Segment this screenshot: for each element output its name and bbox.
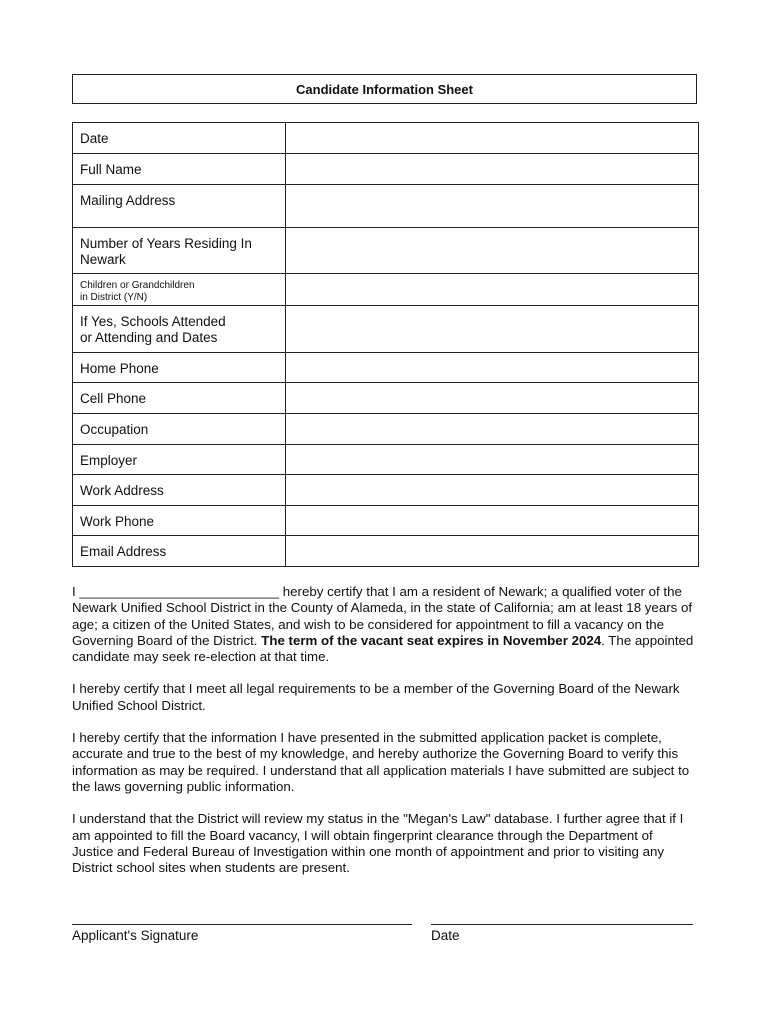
certification-paragraph-2: I hereby certify that I meet all legal requirements to be a member of the Governing Board of the Newark Unified School District.	[72, 681, 680, 713]
field-label-mailing-address: Mailing Address	[73, 185, 286, 228]
certification-p1-bold: The term of the vacant seat expires in November 2024	[261, 632, 602, 648]
table-row	[73, 383, 699, 414]
table-row	[73, 185, 699, 228]
certification-paragraph-1	[72, 584, 697, 665]
field-value-work-address[interactable]	[286, 475, 699, 506]
candidate-info-table	[72, 122, 699, 567]
table-row	[73, 123, 699, 154]
table-row	[73, 228, 699, 274]
applicant-signature-label: Applicant's Signature	[72, 928, 199, 943]
field-label-full-name: Full Name	[73, 154, 286, 185]
field-value-children-in-district[interactable]	[286, 274, 699, 306]
field-label-home-phone: Home Phone	[73, 353, 286, 383]
field-label-schools-attended: If Yes, Schools Attended or Attending and Dates	[73, 306, 286, 353]
date-signature-line[interactable]	[431, 910, 693, 925]
field-label-employer: Employer	[73, 445, 286, 475]
certification-section	[72, 584, 697, 892]
certification-paragraph-4: I understand that the District will review my status in the "Megan's Law" database. I further agree that if I am appointed to fill the Board vacancy, I will obtain fingerprint clearance through the Department of Justice and Federal Bureau of Investigation within one month of appointment and prior to visiting any District school sites when students are present.	[72, 811, 684, 876]
field-value-full-name[interactable]	[286, 154, 699, 185]
field-value-mailing-address[interactable]	[286, 185, 699, 228]
date-signature-block	[431, 910, 693, 943]
table-row	[73, 506, 699, 536]
form-title: Candidate Information Sheet	[72, 74, 697, 104]
field-label-children-in-district: Children or Grandchildren in District (Y/N)	[73, 274, 286, 306]
field-value-employer[interactable]	[286, 445, 699, 475]
field-label-years-residing: Number of Years Residing In Newark	[73, 228, 286, 274]
table-row	[73, 306, 699, 353]
field-label-work-phone: Work Phone	[73, 506, 286, 536]
field-value-years-residing[interactable]	[286, 228, 699, 274]
table-row	[73, 274, 699, 306]
field-value-schools-attended[interactable]	[286, 306, 699, 353]
field-value-work-phone[interactable]	[286, 506, 699, 536]
table-row	[73, 353, 699, 383]
field-value-occupation[interactable]	[286, 414, 699, 445]
certification-p1-start: I ___________________________ hereby certify that I am a resident of Newark; a qualified voter of the Newark Unified School District in the County of Alameda, in the state of California; am at least 18 years of age; a citizen of the United States, and wish to be considered for appointment to fill a vacancy on the Governing Board of the District.	[72, 584, 693, 648]
table-row	[73, 475, 699, 506]
field-label-occupation: Occupation	[73, 414, 286, 445]
certification-paragraph-3: I hereby certify that the information I have presented in the submitted application packet is complete, accurate and true to the best of my knowledge, and hereby authorize the Governing Board to verify this information as may be required. I understand that all application materials I have submitted are subject to the laws governing public information.	[72, 730, 690, 794]
table-row	[73, 154, 699, 185]
table-row	[73, 536, 699, 567]
field-value-cell-phone[interactable]	[286, 383, 699, 414]
applicant-signature-block	[72, 910, 412, 943]
field-value-home-phone[interactable]	[286, 353, 699, 383]
field-value-email-address[interactable]	[286, 536, 699, 567]
applicant-signature-line[interactable]	[72, 910, 412, 925]
date-signature-label: Date	[431, 928, 460, 943]
field-value-date[interactable]	[286, 123, 699, 154]
table-row	[73, 445, 699, 475]
field-label-date: Date	[73, 123, 286, 154]
table-row	[73, 414, 699, 445]
field-label-work-address: Work Address	[73, 475, 286, 506]
certification-p1-end: . The appointed candidate may seek re-election at that time.	[72, 632, 694, 665]
field-label-cell-phone: Cell Phone	[73, 383, 286, 414]
field-label-email-address: Email Address	[73, 536, 286, 567]
